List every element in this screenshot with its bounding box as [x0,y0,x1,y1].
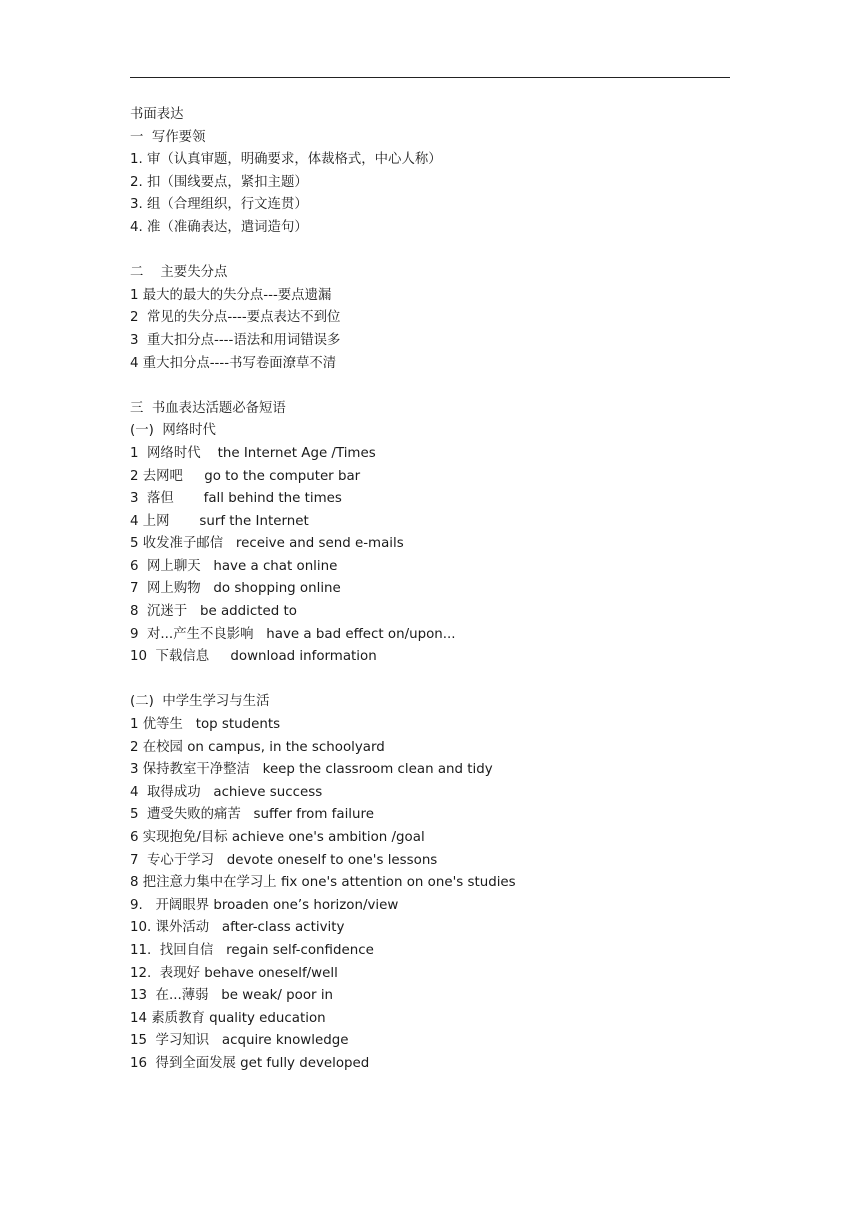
list-item: 5 遭受失败的痛苦 suffer from failure [130,807,374,823]
section-heading-writing-essentials: 一 写作要领 [130,129,206,145]
document-body [130,104,730,1076]
list-item: 1. 审（认真审题，明确要求，体裁格式，中心人称） [130,152,442,168]
section-heading-point-loss: 二 主要失分点 [130,265,228,281]
subsection-heading-internet-age: (一) 网络时代 [130,423,216,439]
list-item: 8 把注意力集中在学习上 fix one's attention on one's studies [130,875,516,891]
list-item: 8 沉迷于 be addicted to [130,604,297,620]
list-item: 3 重大扣分点----语法和用词错误多 [130,332,341,348]
list-item: 4 上网 surf the Internet [130,513,309,529]
spacer [130,669,730,692]
list-item: 1 网络时代 the Internet Age /Times [130,445,376,461]
section-heading-phrases: 三 书血表达活题必备短语 [130,400,286,416]
list-item: 3 保持教室干净整洁 keep the classroom clean and tidy [130,762,493,778]
list-item: 13 在...薄弱 be weak/ poor in [130,988,334,1004]
list-item: 3. 组（合理组织，行文连贯） [130,197,308,213]
list-item: 15 学习知识 acquire knowledge [130,1033,349,1049]
list-item: 2 常见的失分点----要点表达不到位 [130,310,341,326]
list-item: 10. 课外活动 after-class activity [130,920,345,936]
list-item: 7 网上购物 do shopping online [130,581,341,597]
spacer [130,240,730,263]
list-item: 2 去网吧 go to the computer bar [130,468,361,484]
document-title: 书面表达 [130,107,184,122]
list-item: 2. 扣（围线要点，紧扣主题） [130,174,308,190]
list-item: 2 在校园 on campus, in the schoolyard [130,739,385,755]
list-item: 12. 表现好 behave oneself/well [130,965,338,981]
list-item: 14 素质教育 quality education [130,1010,326,1026]
list-item: 4. 准（准确表达，遣词造句） [130,219,308,235]
list-item: 10 下载信息 download information [130,649,377,665]
list-item: 6 实现抱免/目标 achieve one's ambition /goal [130,830,425,845]
list-item: 1 最大的最大的失分点---要点遗漏 [130,287,332,303]
list-item: 6 网上聊天 have a chat online [130,558,338,574]
list-item: 9. 开阔眼界 broaden one’s horizon/view [130,897,399,913]
list-item: 9 对...产生不良影响 have a bad effect on/upon... [130,626,456,642]
list-item: 16 得到全面发展 get fully developed [130,1055,370,1071]
list-item: 3 落但 fall behind the times [130,491,342,507]
header-rule [130,77,730,78]
spacer [130,375,730,398]
list-item: 7 专心于学习 devote oneself to one's lessons [130,852,438,868]
list-item: 4 取得成功 achieve success [130,784,323,800]
subsection-heading-student-life: (二) 中学生学习与生活 [130,694,270,710]
list-item: 1 优等生 top students [130,717,281,733]
list-item: 11. 找回自信 regain self-confidence [130,942,374,958]
list-item: 4 重大扣分点----书写卷面潦草不清 [130,355,337,371]
list-item: 5 收发准子邮信 receive and send e-mails [130,536,404,552]
